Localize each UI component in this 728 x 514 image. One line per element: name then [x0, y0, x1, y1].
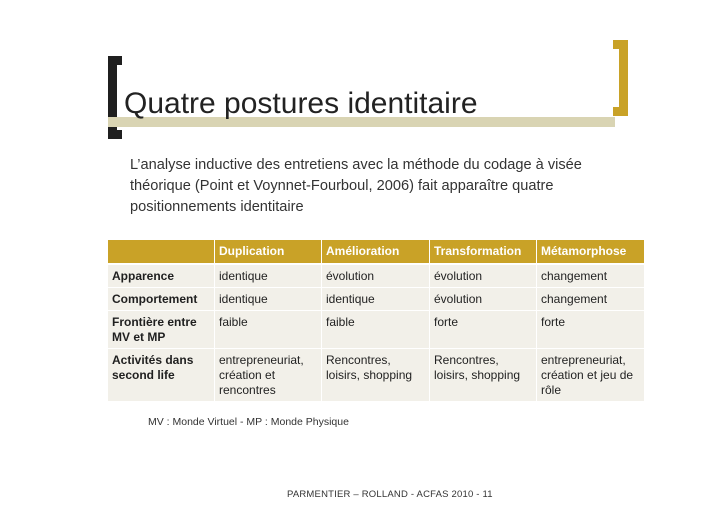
table-cell: évolution: [430, 264, 537, 288]
table-header-transformation: Transformation: [430, 240, 537, 265]
right-bracket: [619, 40, 628, 116]
table-header-amelioration: Amélioration: [322, 240, 430, 265]
table-cell: faible: [215, 311, 322, 349]
table-row: [108, 264, 645, 288]
left-bracket-bottom: [108, 130, 122, 139]
row-label: Frontière entre MV et MP: [108, 311, 215, 349]
table-cell: Rencontres, loisirs, shopping: [430, 349, 537, 402]
table-cell: forte: [537, 311, 645, 349]
table-cell: entrepreneuriat, création et rencontres: [215, 349, 322, 402]
table-header-row: [108, 240, 645, 265]
table-cell: changement: [537, 264, 645, 288]
table-cell: évolution: [322, 264, 430, 288]
intro-paragraph: L’analyse inductive des entretiens avec la méthode du codage à visée théorique (Point et Voynnet-Fourboul, 2006) fait apparaître quatre positionnements identitaire: [130, 157, 582, 215]
table-header-corner: [108, 240, 215, 265]
table-cell: identique: [215, 264, 322, 288]
row-label: Comportement: [108, 288, 215, 311]
abbreviation-note: MV : Monde Virtuel - MP : Monde Physique: [148, 416, 349, 428]
table-cell: entrepreneuriat, création et jeu de rôle: [537, 349, 645, 402]
right-bracket-top: [613, 40, 628, 49]
table-row: [108, 311, 645, 349]
slide-footer: PARMENTIER – ROLLAND - ACFAS 2010 - 11: [287, 489, 493, 500]
row-label: Apparence: [108, 264, 215, 288]
table-cell: identique: [215, 288, 322, 311]
slide-title: Quatre postures identitaire: [124, 87, 478, 120]
left-bracket-top: [108, 56, 122, 65]
table-cell: identique: [322, 288, 430, 311]
table-header-duplication: Duplication: [215, 240, 322, 265]
table-cell: changement: [537, 288, 645, 311]
table-row: [108, 349, 645, 402]
table-cell: forte: [430, 311, 537, 349]
table-cell: évolution: [430, 288, 537, 311]
right-bracket-bottom: [613, 107, 628, 116]
table-row: [108, 288, 645, 311]
postures-table: [107, 239, 645, 402]
row-label: Activités dans second life: [108, 349, 215, 402]
table-header-metamorphose: Métamorphose: [537, 240, 645, 265]
table-cell: faible: [322, 311, 430, 349]
table-cell: Rencontres, loisirs, shopping: [322, 349, 430, 402]
